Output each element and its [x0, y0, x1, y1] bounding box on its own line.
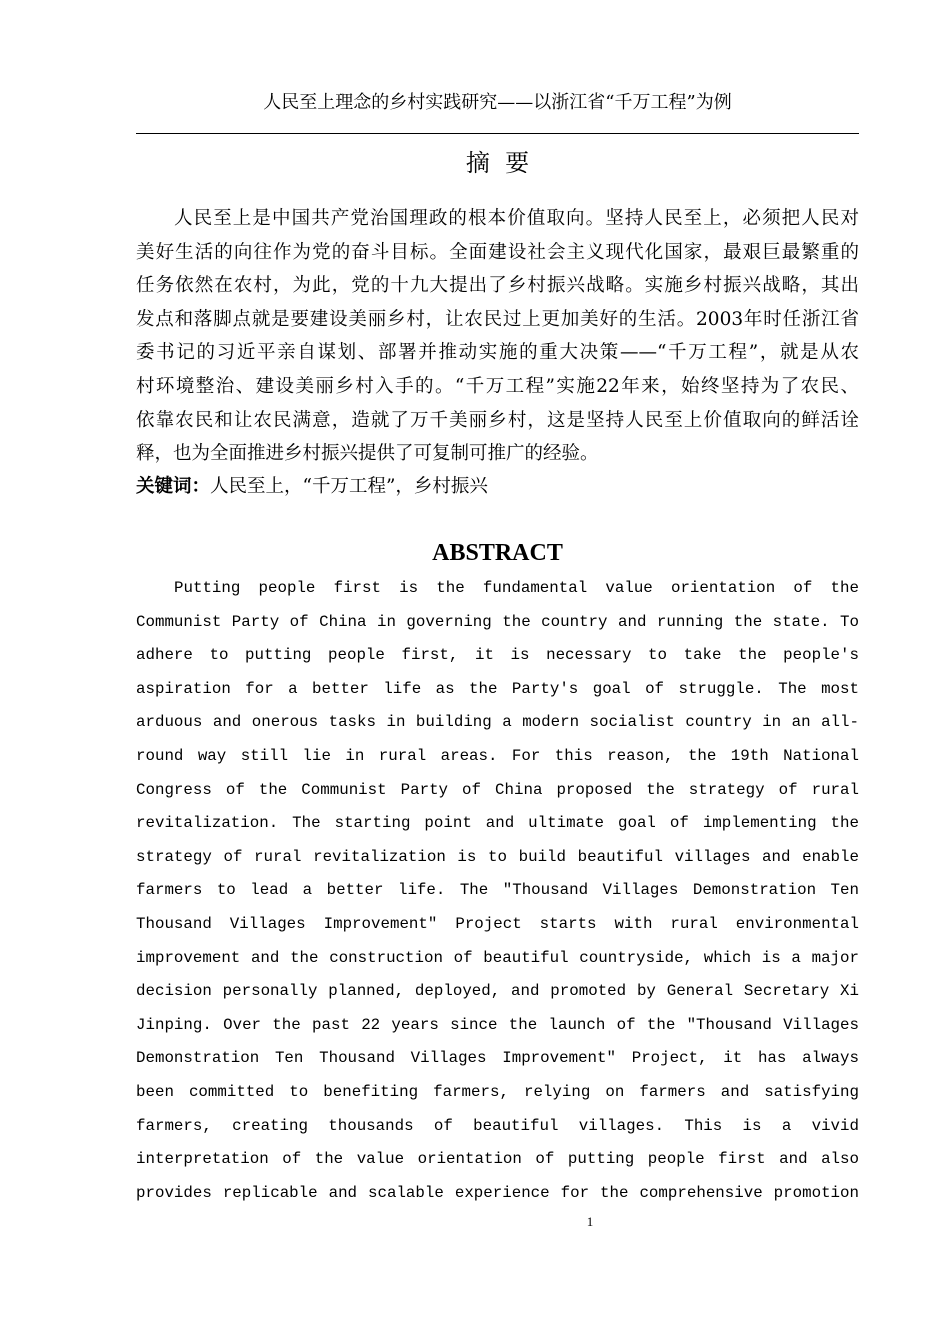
abstract-en-line: revitalization. The starting point and ultimate goal of implementing the [136, 814, 859, 833]
abstract-en-line: provides replicable and scalable experience for the comprehensive promotion [136, 1183, 859, 1202]
abstract-cn-line: 依靠农民和让农民满意，造就了万千美丽乡村，这是坚持人民至上价值取向的鲜活诠 [136, 409, 859, 431]
abstract-en-line: decision personally planned, deployed, and promoted by General Secretary Xi [136, 982, 859, 1001]
abstract-cn-line: 任务依然在农村，为此，党的十九大提出了乡村振兴战略。实施乡村振兴战略，其出 [136, 275, 859, 297]
abstract-en-line: aspiration for a better life as the Party's goal of struggle. The most [136, 679, 859, 698]
abstract-cn-body [136, 202, 859, 471]
running-header: 人民至上理念的乡村实践研究——以浙江省“千万工程”为例 [263, 92, 732, 113]
abstract-en-line: been committed to benefiting farmers, relying on farmers and satisfying [136, 1082, 859, 1101]
abstract-cn-line: 村环境整治、建设美丽乡村入手的。“千万工程”实施22年来，始终坚持为了农民、 [136, 375, 859, 397]
abstract-cn-line: 美好生活的向往作为党的奋斗目标。全面建设社会主义现代化国家，最艰巨最繁重的 [136, 241, 859, 263]
keywords-cn [136, 470, 488, 503]
abstract-en-line: farmers, creating thousands of beautiful villages. This is a vivid [136, 1116, 859, 1135]
abstract-en-line: farmers to lead a better life. The "Thousand Villages Demonstration Ten [136, 881, 859, 900]
abstract-en-line: Demonstration Ten Thousand Villages Improvement" Project, it has always [136, 1049, 859, 1068]
abstract-en-line: adhere to putting people first, it is necessary to take the people's [136, 646, 859, 665]
abstract-en-line: Putting people first is the fundamental value orientation of the [174, 579, 859, 597]
abstract-cn-title: 摘 要 [465, 149, 530, 177]
header-rule [136, 133, 859, 134]
abstract-cn-line: 人民至上是中国共产党治国理政的根本价值取向。坚持人民至上，必须把人民对 [174, 208, 859, 229]
abstract-en-line: improvement and the construction of beautiful countryside, which is a major [136, 948, 859, 967]
abstract-en-line: round way still lie in rural areas. For this reason, the 19th National [136, 746, 859, 765]
keywords-label: 关键词： [136, 476, 211, 497]
abstract-en-line: Congress of the Communist Party of China proposed the strategy of rural [136, 780, 859, 799]
abstract-en-line: strategy of rural revitalization is to build beautiful villages and enable [136, 847, 859, 866]
abstract-en-title: ABSTRACT [432, 540, 563, 566]
abstract-en-line: arduous and onerous tasks in building a modern socialist country in an all- [136, 713, 859, 732]
abstract-en-body [136, 572, 859, 1210]
keywords-value: 人民至上，“千万工程”，乡村振兴 [210, 476, 488, 497]
abstract-cn-line: 释，也为全面推进乡村振兴提供了可复制可推广的经验。 [136, 443, 599, 465]
abstract-en-line: Communist Party of China in governing the country and running the state. To [136, 612, 859, 631]
abstract-cn-line: 委书记的习近平亲自谋划、部署并推动实施的重大决策——“千万工程”，就是从农 [136, 342, 859, 364]
abstract-en-line: Jinping. Over the past 22 years since the launch of the "Thousand Villages [136, 1015, 859, 1034]
abstract-en-line: Thousand Villages Improvement" Project starts with rural environmental [136, 914, 859, 933]
abstract-cn-line: 发点和落脚点就是要建设美丽乡村，让农民过上更加美好的生活。2003年时任浙江省 [136, 308, 859, 330]
page-number: 1 [586, 1214, 594, 1229]
abstract-en-line: interpretation of the value orientation of putting people first and also [136, 1150, 859, 1169]
